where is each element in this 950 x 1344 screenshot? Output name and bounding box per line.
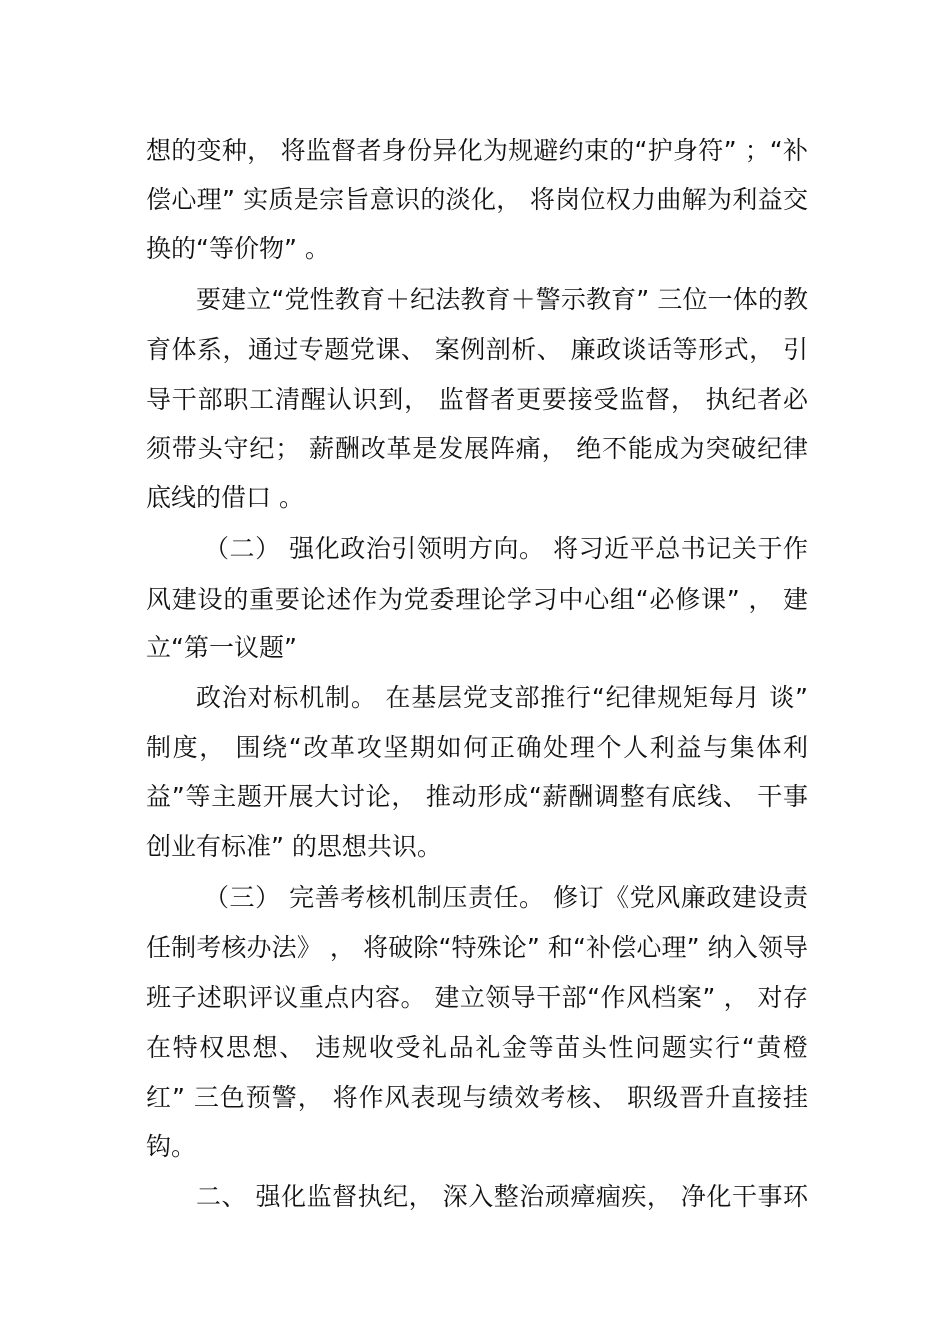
section-heading-line: （三） 完善考核机制压责任。 修订《党风廉政建设责 [204,883,808,912]
text-line: 偿心理” 实质是宗旨意识的淡化， 将岗位权力曲解为利益交 [146,185,808,214]
paragraph-start-line: 政治对标机制。 在基层党支部推行“纪律规矩每月 谈” [196,683,808,712]
text-line: 制度， 围绕“改革攻坚期如何正确处理个人利益与集体利 [146,733,808,762]
text-line: 益”等主题开展大讨论， 推动形成“薪酬调整有底线、 干事 [146,782,808,811]
paragraph-start-line: 要建立“党性教育＋纪法教育＋警示教育” 三位一体的教 [196,285,808,314]
main-heading-line: 二、 强化监督执纪， 深入整治顽瘴痼疾， 净化干事环 [196,1182,808,1211]
section-heading-line: （二） 强化政治引领明方向。 将习近平总书记关于作 [204,534,808,563]
text-line: 底线的借口 。 [146,483,304,512]
text-line: 须带头守纪； 薪酬改革是发展阵痛， 绝不能成为突破纪律 [146,434,808,463]
text-line: 育体系，通过专题党课、 案例剖析、 廉政谈话等形式， 引 [146,335,808,364]
text-line: 立“第一议题” [146,633,297,662]
text-line: 任制考核办法》 ， 将破除“特殊论” 和“补偿心理” 纳入领导 [146,933,808,962]
text-line: 红” 三色预警， 将作风表现与绩效考核、 职级晋升直接挂 [146,1083,808,1112]
text-line: 想的变种， 将监督者身份异化为规避约束的“护身符” ；“补 [146,136,808,165]
text-line: 钩。 [146,1132,197,1161]
text-line: 风建设的重要论述作为党委理论学习中心组“必修课” ， 建 [146,585,808,614]
text-line: 换的“等价物” 。 [146,234,330,263]
text-line: 创业有标准” 的思想共识。 [146,832,442,861]
text-line: 在特权思想、 违规收受礼品礼金等苗头性问题实行“黄橙 [146,1033,808,1062]
text-line: 班子述职评议重点内容。 建立领导干部“作风档案” ， 对存 [146,983,808,1012]
text-line: 导干部职工清醒认识到， 监督者更要接受监督， 执纪者必 [146,385,808,414]
